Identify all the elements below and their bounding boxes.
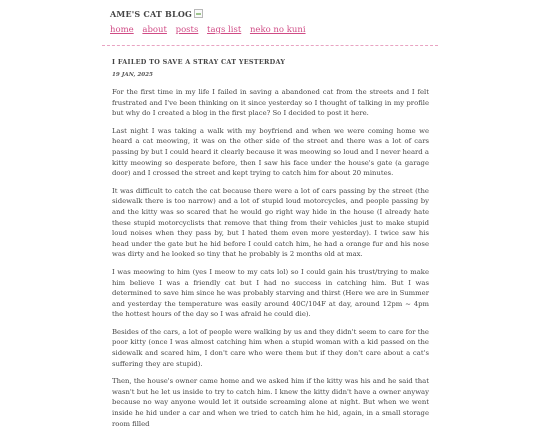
post-paragraph: It was difficult to catch the cat because there were a lot of cars passing by the street (the sidewalk there is too narrow) and a lot of stupid loud motorcycles, and people passing by and the kitty was so scared that he would go right way hide in the house (I already hate these stupid motorcyclists that remove that thing from their vehicles just to make stupid loud noises when they pass by, but I hated them even more yesterday). I twice saw his head under the gate but he hid before I could catch him, he had a orange fur and his nose was dirty and he looked so tiny that he probably is 2 months old at max. [112,186,429,259]
post-date: 19 JAN, 2025 [112,72,153,78]
nav-neko-no-kuni-link[interactable]: neko no kuni [249,25,306,35]
site-header [110,8,440,36]
post-paragraph: Then, the house's owner came home and we asked him if the kitty was his and he said that wasn't but he let us inside to try to catch him. I knew the kitty didn't have a owner anyway because no way anyone would let it outside screaming alone at night. But when we went inside he hid under a car and when we tried to catch him he hid, again, in a small storage room filled [112,377,429,428]
post-paragraph: For the first time in my life I failed in saving a abandoned cat from the streets and I felt frustrated and I've been thinking on it since yesterday so I thought of talking in my profile but why do I created a blog in the first place? So I decided to post it here. [112,88,429,118]
site-title-text: AME'S CAT BLOG [110,9,193,19]
post-paragraph: Besides of the cars, a lot of people were walking by us and they didn't seem to care for the poor kitty (once I was almost catching him when a stupid woman with a kid passed on the sidewalk and scared him, I don't care who were them but if they don't care about a cat's suffering they are stupid). [112,327,429,368]
post-paragraph: Last night I was taking a walk with my boyfriend and when we were coming home we heard a cat meowing, it was on the other side of the street and there was a lot of cars passing by but I could heard it clearly because it was meowing so loud and I never heard a kitty meowing so desperate before, then I saw his face under the house's gate (a garage door) and I crossed the street and kept trying to catch him for about 20 minutes. [112,126,429,178]
blog-post [112,58,429,429]
site-title [110,8,440,20]
nav-posts-link[interactable]: posts [175,25,199,35]
post-body [112,87,429,429]
main-nav [110,24,440,36]
post-paragraph: I was meowing to him (yes I meow to my cats lol) so I could gain his trust/trying to make him believe I was a friendly cat but I had no success in catching him. But I was determined to save him since he was probably starving and thirst (Here we are in Summer and yesterday the temperature was easily around 40C/104F at day, around 12pm ~ 4pm the hottest hours of the day so I was afraid he could die). [112,267,429,319]
post-title: I FAILED TO SAVE A STRAY CAT YESTERDAY [112,58,286,66]
nav-home-link[interactable]: home [110,25,134,35]
nav-about-link[interactable]: about [142,25,167,35]
nav-tags-list-link[interactable]: tags list [207,25,242,35]
header-divider [102,45,438,46]
broken-image-icon [194,9,203,18]
